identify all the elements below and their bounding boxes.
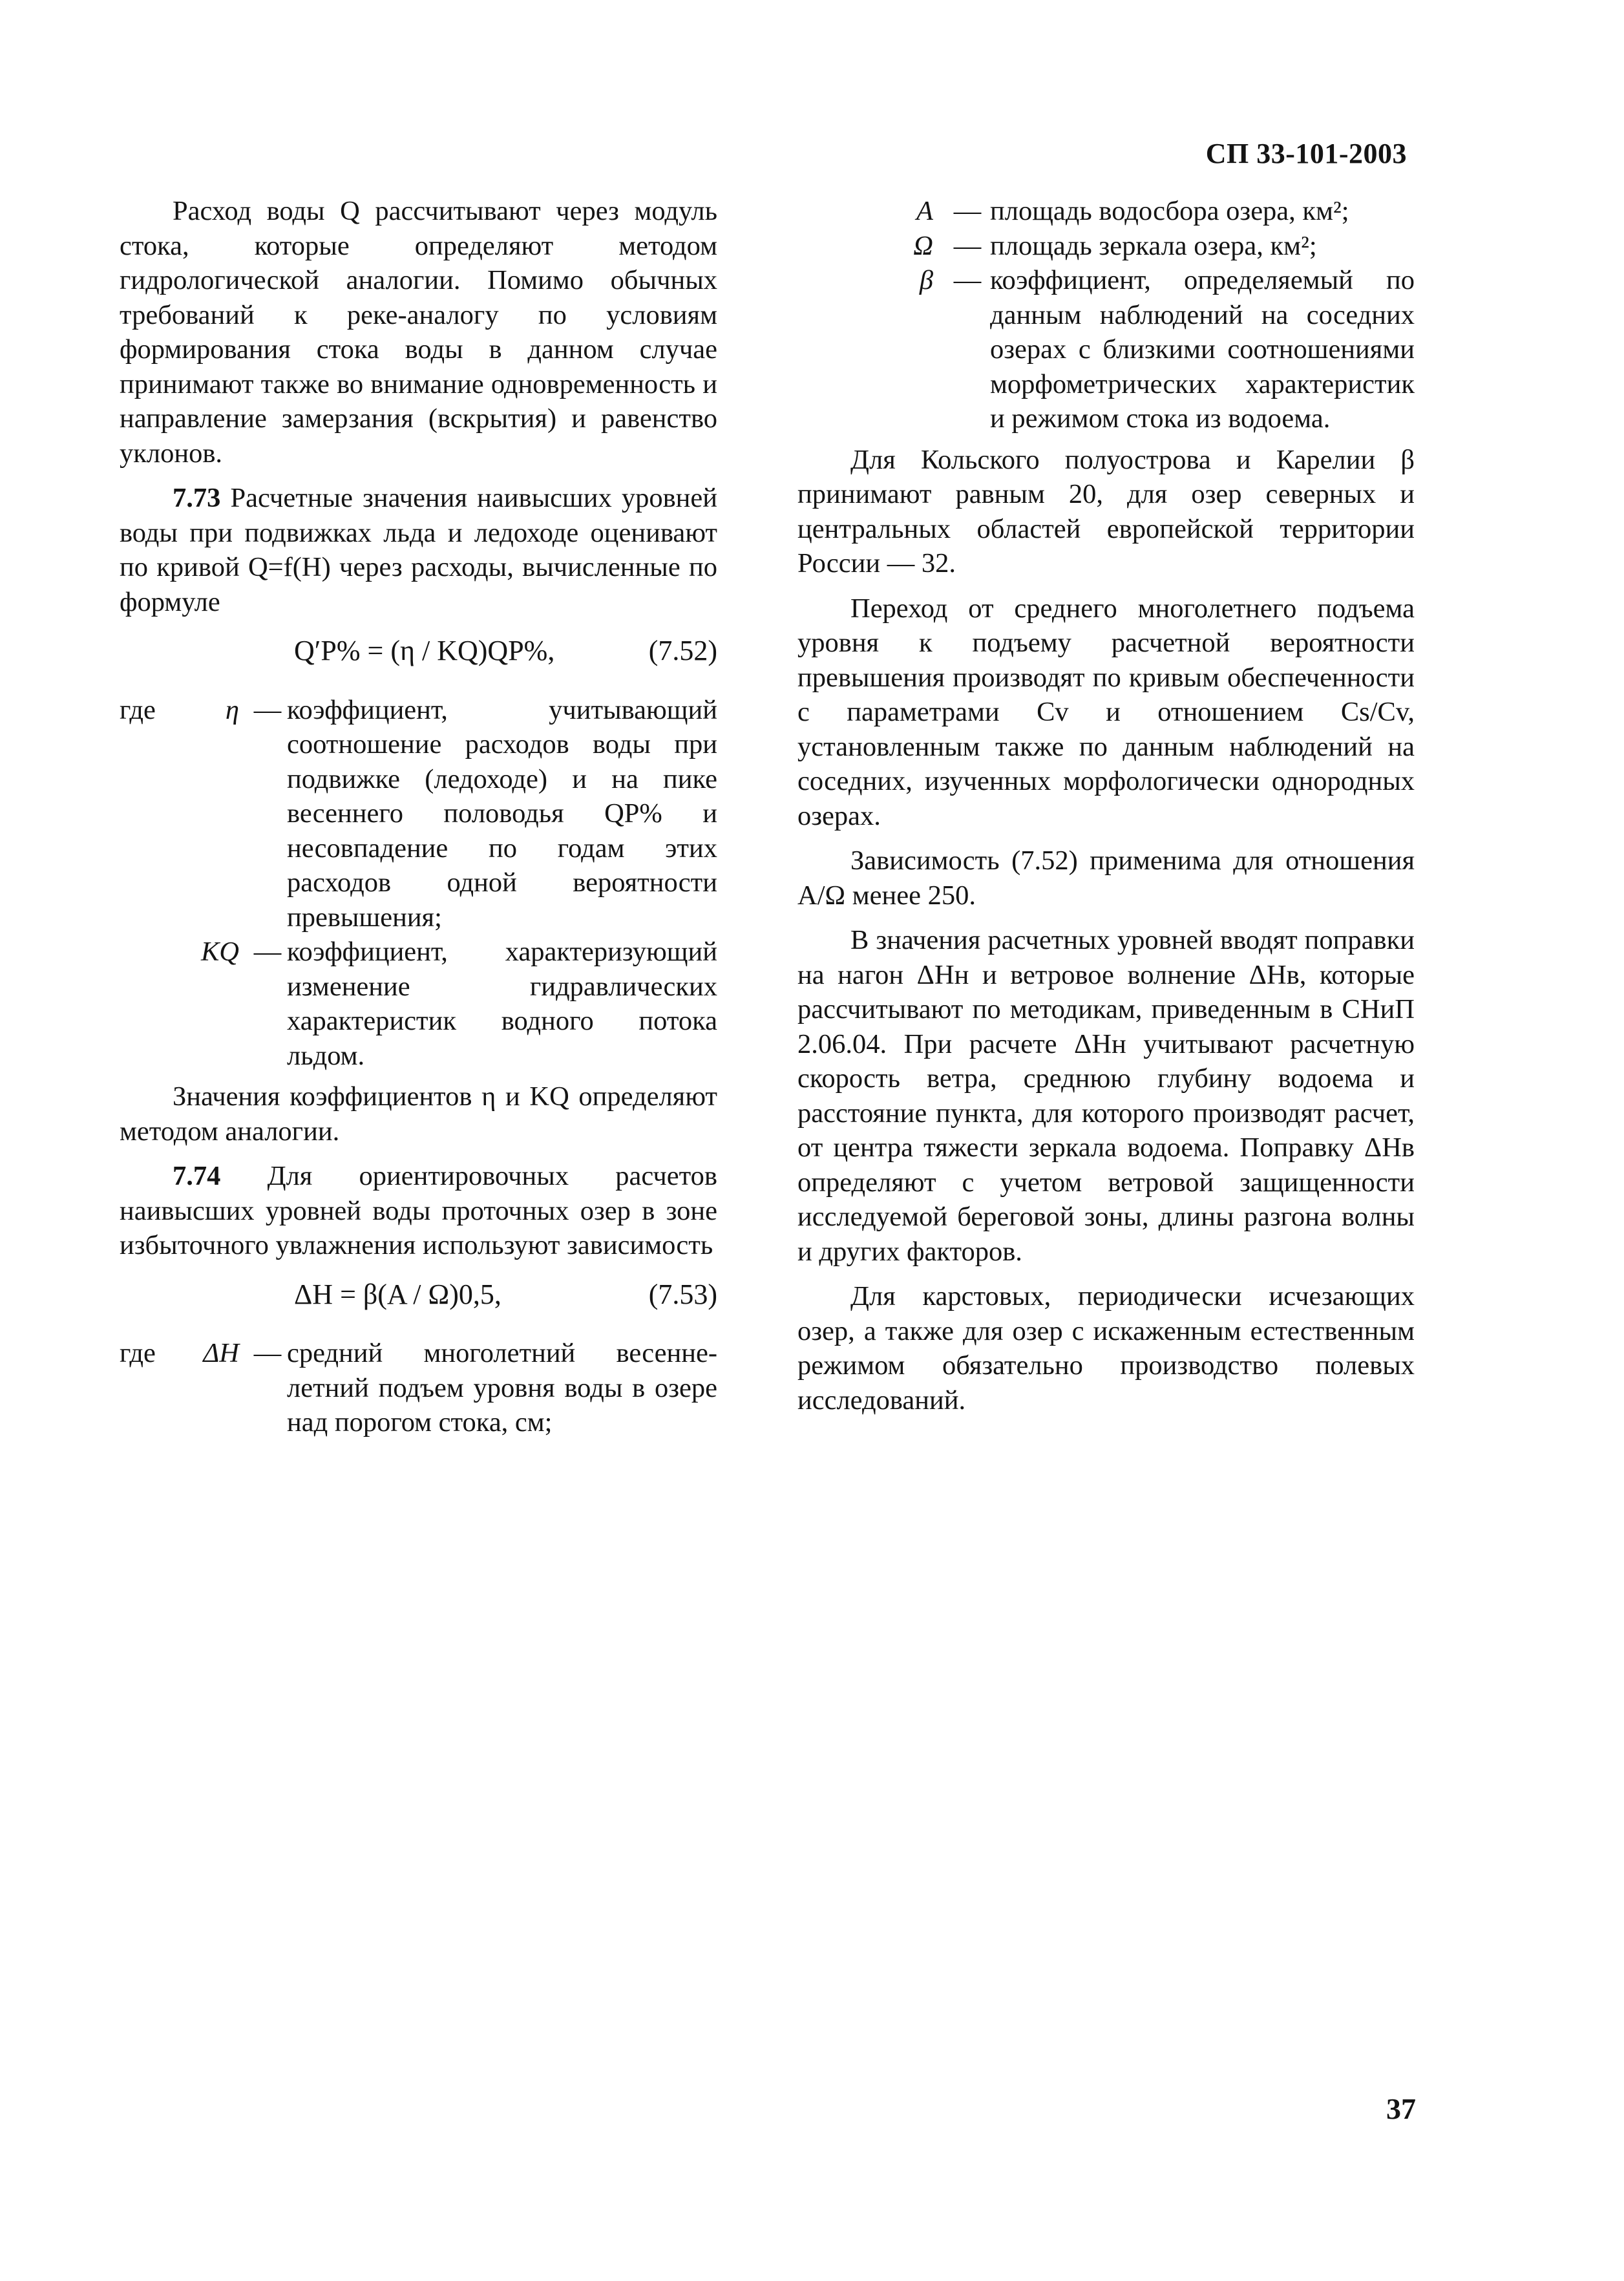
definition-dash: — [953,196,982,226]
right-column [797,194,1415,1428]
definition-row [797,263,1415,436]
definition-row [120,935,717,1073]
clause-text: Расчетные значения наивысших уровней воды при подвижках льда и ледоходе оценивают по кривой Q=f(H) через расходы, вычисленные по формуле [120,483,717,617]
formula-7-52 [120,633,717,668]
definition-row [797,194,1415,229]
paragraph-karst: Для карстовых, периодически исчезающих озер, а также для озер с искаженным естественным режимом обязательно производство полевых исследований. [797,1281,1415,1416]
where-label: где [120,694,156,725]
where-label: где [120,1338,156,1368]
document-code: СП 33-101-2003 [1205,138,1407,169]
definition-text: коэффициент, характеризующий изменение гидравлических характеристик водного потока льдом. [287,937,717,1071]
definition-dash: — [253,1338,282,1368]
definition-symbol: β [919,265,933,295]
definition-text: коэффициент, определяемый по данным наблюдений на соседних озерах с близкими соотношениями морфометрических характеристик и режимом стока из водоема. [990,265,1415,434]
definition-text: площадь зеркала озера, км²; [990,230,1317,261]
page-number: 37 [1386,2092,1416,2125]
clause-7-74 [120,1159,717,1263]
paragraph-applicability: Зависимость (7.52) применима для отношения A/Ω менее 250. [797,845,1415,911]
paragraph-discharge: Расход воды Q рассчитывают через модуль стока, которые определяют методом гидрологической аналогии. Помимо обычных требований к реке-аналогу по условиям формирования стока воды в данном случае принимают также во внимание одновременность и направление замерзания (вскрытия) и равенство уклонов. [120,196,717,469]
paragraph-coefficients: Значения коэффициентов η и KQ определяют методом аналогии. [120,1081,717,1147]
left-column [120,194,717,1447]
formula-number: (7.53) [648,1278,717,1310]
definition-dash: — [253,937,282,967]
definitions-7-53 [120,1336,717,1440]
definition-dash: — [953,265,982,295]
paragraph-kola-karelia: Для Кольского полуострова и Карелии β принимают равным 20, для озер северных и центральных областей европейской территории России — 32. [797,444,1415,578]
definition-symbol: ΔH [203,1338,239,1368]
definition-row [797,229,1415,264]
formula-expression: Q′P% = (η / KQ)QP%, [294,635,555,666]
definition-row [120,1336,717,1440]
clause-7-73 [120,481,717,619]
clause-number: 7.74 [173,1161,221,1191]
definitions-7-52 [120,693,717,1074]
definition-symbol: KQ [200,937,239,967]
definition-text: площадь водосбора озера, км²; [990,196,1349,226]
paragraph-transition: Переход от среднего многолетнего подъема уровня к подъему расчетной вероятности превышения производят по кривым обеспеченности с параметрами Cv и отношением Cs/Cv, установленным также по данным наблюдений на соседних, изученных морфологически однородных озерах. [797,593,1415,831]
definition-symbol: Ω [913,230,933,261]
definition-dash: — [953,230,982,261]
formula-expression: ΔH = β(A / Ω)0,5, [294,1278,501,1310]
clause-text: Для ориентировочных расчетов наивысших уровней воды проточных озер в зоне избыточного увлажнения используют зависимость [120,1161,717,1260]
clause-number: 7.73 [173,483,221,513]
definition-symbol: A [916,196,933,226]
formula-number: (7.52) [648,635,717,666]
definition-text: коэффициент, учитывающий соотношение расходов воды при подвижке (ледоходе) и на пике весеннего половодья QP% и несовпадение по годам этих расходов одной вероятности превышения; [287,694,717,933]
formula-7-53 [120,1277,717,1312]
paragraph-corrections: В значения расчетных уровней вводят поправки на нагон ΔHн и ветровое волнение ΔHв, которые рассчитывают по методикам, приведенным в СНиП 2.06.04. При расчете ΔHн учитывают расчетную скорость ветра, среднюю глубину водоема и расстояние пункта, для которого производят расчет, от центра тяжести зеркала водоема. Поправку ΔHв определяют с учетом ветровой защищенности исследуемой береговой зоны, длины разгона волны и других факторов. [797,925,1415,1267]
definition-symbol: η [225,694,239,725]
definition-dash: — [253,694,282,725]
definition-text: средний многолетний весенне-летний подъем уровня воды в озере над порогом стока, см; [287,1338,717,1438]
definitions-continued [797,194,1415,436]
definition-row [120,693,717,935]
